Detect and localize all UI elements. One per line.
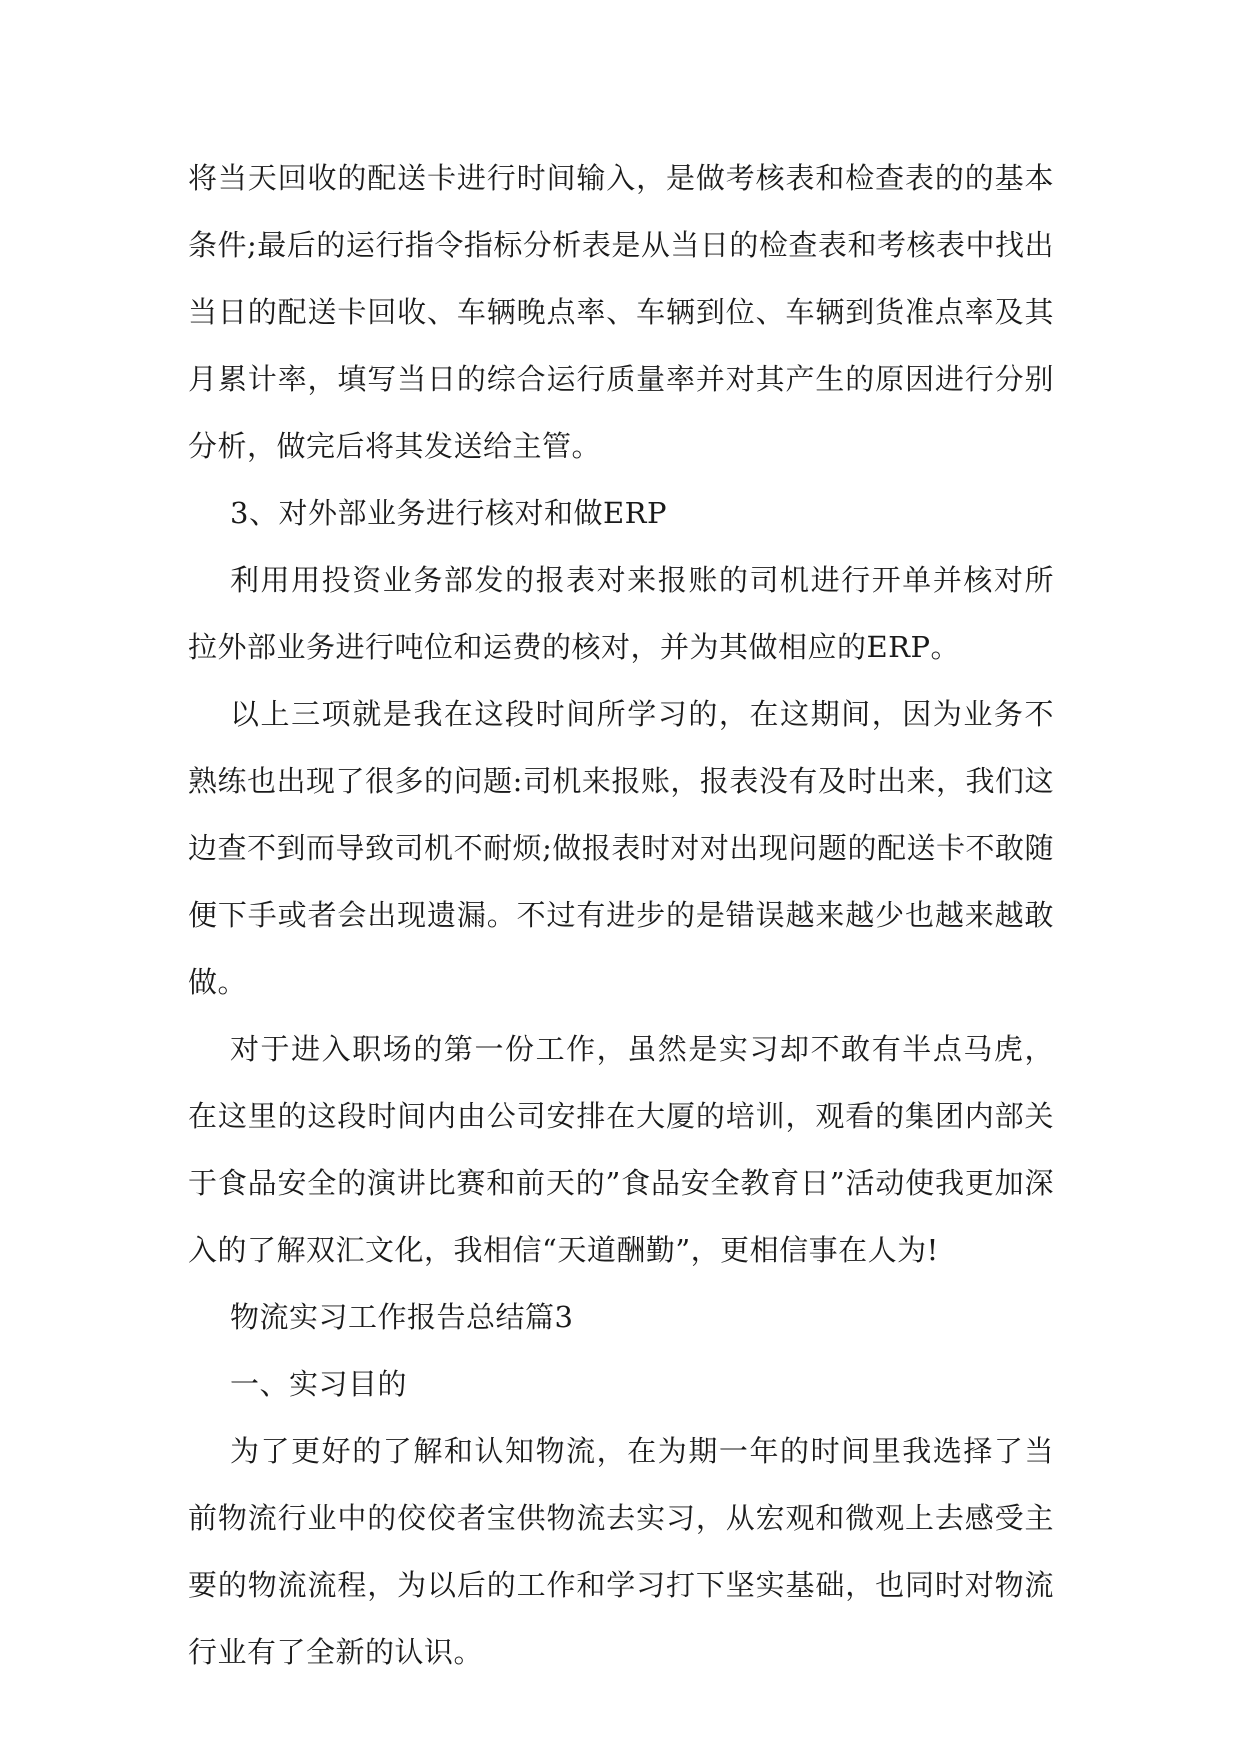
paragraph-learning-issues: 以上三项就是我在这段时间所学习的，在这期间，因为业务不熟练也出现了很多的问题:司机来报账，报表没有及时出来，我们这边查不到而导致司机不耐烦;做报表时对对出现问题的配送卡不敢随便下手或者会出现遗漏。不过有进步的是错误越来越少也越来越敢做。 <box>188 697 1054 999</box>
section-heading-purpose: 一、实习目的 <box>230 1367 408 1401</box>
document-body <box>188 145 1054 1686</box>
article-title-part3: 物流实习工作报告总结篇3 <box>230 1300 574 1334</box>
paragraph-purpose: 为了更好的了解和认知物流，在为期一年的时间里我选择了当前物流行业中的佼佼者宝供物流去实习，从宏观和微观上去感受主要的物流流程，为以后的工作和学习打下坚实基础，也同时对物流行业有了全新的认识。 <box>188 1434 1054 1669</box>
paragraph-workplace: 对于进入职场的第一份工作，虽然是实习却不敢有半点马虎，在这里的这段时间内由公司安排在大厦的培训，观看的集团内部关于食品安全的演讲比赛和前天的”食品安全教育日”活动使我更加深入的了解双汇文化，我相信“天道酬勤”，更相信事在人为! <box>188 1032 1054 1267</box>
section-heading-erp: 3、对外部业务进行核对和做ERP <box>230 496 667 530</box>
paragraph-continuation: 将当天回收的配送卡进行时间输入，是做考核表和检查表的的基本条件;最后的运行指令指标分析表是从当日的检查表和考核表中找出当日的配送卡回收、车辆晚点率、车辆到位、车辆到货准点率及其月累计率，填写当日的综合运行质量率并对其产生的原因进行分别分析，做完后将其发送给主管。 <box>188 161 1054 463</box>
paragraph-erp: 利用用投资业务部发的报表对来报账的司机进行开单并核对所拉外部业务进行吨位和运费的核对，并为其做相应的ERP。 <box>188 563 1054 664</box>
